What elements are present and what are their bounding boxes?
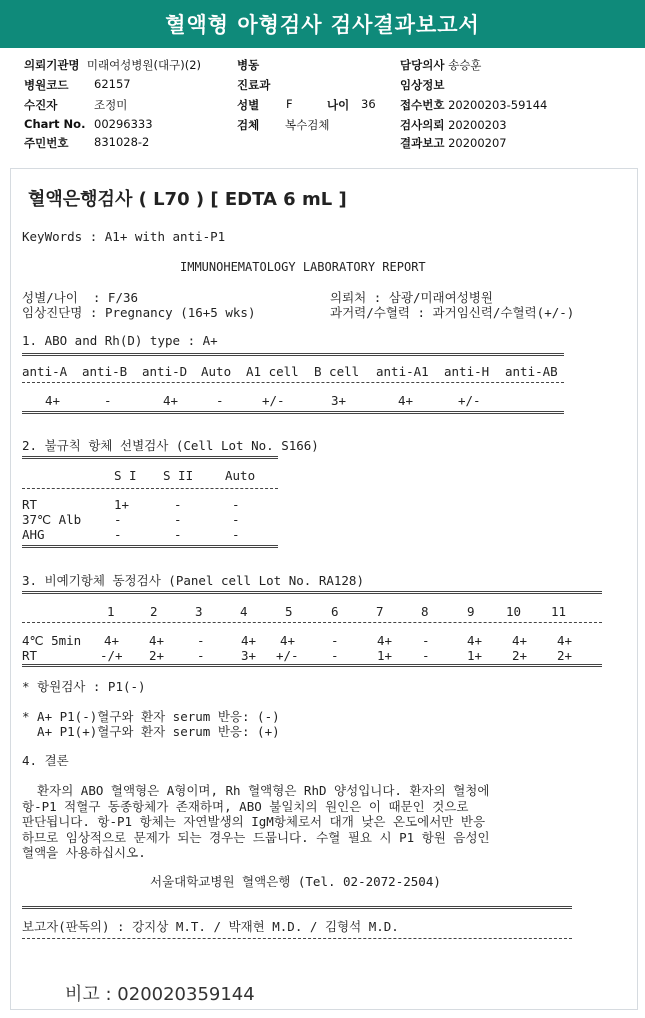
panel-result-cell: - (197, 648, 205, 663)
screen-result-cell: - (114, 527, 122, 542)
panel-column-header: 6 (331, 604, 339, 619)
abo-column-header: anti-AB (505, 364, 558, 379)
conclusion-line: 환자의 ABO 혈액형은 A형이며, Rh 혈액형은 RhD 양성입니다. 환자의 혈청에 (22, 783, 490, 798)
reception-row (400, 97, 547, 113)
panel-column-header: 7 (376, 604, 384, 619)
clinical-label: 임상정보 (400, 78, 445, 92)
panel-row-label: RT (22, 648, 38, 663)
panel-column-header: 3 (195, 604, 203, 619)
dept-label: 진료과 (237, 78, 271, 92)
diagnosis-line: 임상진단명 : Pregnancy (16+5 wks) (22, 305, 256, 320)
report-date-value: 20200207 (448, 136, 507, 150)
keywords: KeyWords : A1+ with anti-P1 (22, 229, 226, 244)
abo-result-cell: +/- (262, 393, 285, 408)
screen-result-cell: - (232, 497, 240, 512)
lab-report-title: IMMUNOHEMATOLOGY LABORATORY REPORT (180, 260, 426, 274)
section1-heading: 1. ABO and Rh(D) type : A+ (22, 333, 218, 348)
abo-column-header: B cell (314, 364, 360, 379)
request-value: 20200203 (448, 118, 507, 132)
rrn-row (24, 135, 150, 151)
conclusion-line: 하므로 임상적으로 문제가 되는 경우는 드뭅니다. 수혈 필요 시 P1 항원 음성인 (22, 829, 490, 845)
doctor-label: 담당의사 (400, 58, 445, 72)
abo-column-header: A1 cell (246, 364, 299, 379)
screen-result-cell: - (174, 497, 182, 512)
specimen-label: 검체 (237, 118, 260, 132)
abo-result-cell: 4+ (45, 393, 61, 408)
screen-column-header: S II (163, 468, 194, 483)
specimen-row (237, 117, 330, 133)
history-line: 과거력/수혈력 : 과거임신력/수혈력(+/-) (330, 305, 575, 320)
panel-result-cell: 4+ (241, 633, 257, 648)
reception-label: 접수번호 (400, 98, 445, 112)
screen-result-cell: 1+ (114, 497, 130, 512)
panel-result-cell: - (331, 633, 339, 648)
reception-value: 20200203-59144 (448, 98, 548, 112)
abo-result-cell: 4+ (398, 393, 414, 408)
doctor-value: 송승훈 (448, 58, 482, 72)
screen-column-header: S I (114, 468, 137, 483)
sex-age-row (237, 97, 376, 113)
recipient-value: 조정미 (94, 98, 128, 112)
panel-result-cell: 4+ (377, 633, 393, 648)
ward-row (237, 57, 259, 73)
panel-column-header: 10 (506, 604, 522, 619)
abo-result-cell: - (104, 393, 112, 408)
specimen-value: 복수검체 (285, 118, 330, 132)
doctor-row (400, 57, 481, 73)
recipient-label: 수진자 (24, 98, 58, 112)
screen-result-cell: - (232, 512, 240, 527)
panel-result-cell: 4+ (512, 633, 528, 648)
age-value: 36 (361, 97, 376, 111)
screen-row-label: AHG (22, 527, 45, 542)
sex-age-line: 성별/나이 : F/36 (22, 290, 139, 305)
panel-result-cell: 4+ (280, 633, 296, 648)
panel-column-header: 9 (467, 604, 475, 619)
request-row (400, 117, 507, 133)
section3-heading: 3. 비예기항체 동정검사 (Panel cell Lot No. RA128) (22, 573, 364, 588)
screen-result-cell: - (174, 527, 182, 542)
chart-row (24, 117, 153, 131)
remarks-note: 비고 : 020020359144 (65, 984, 255, 1005)
panel-result-cell: 4+ (149, 633, 165, 648)
reaction-line-2: A+ P1(+)혈구와 환자 serum 반응: (+) (22, 724, 280, 739)
panel-result-cell: 4+ (557, 633, 573, 648)
chart-value: 00296333 (94, 117, 153, 131)
abo-column-header: anti-H (444, 364, 490, 379)
panel-result-cell: 1+ (377, 648, 393, 663)
divider (22, 488, 278, 489)
panel-result-cell: - (331, 648, 339, 663)
panel-column-header: 1 (107, 604, 115, 619)
report-date-label: 결과보고 (400, 136, 445, 150)
divider (22, 353, 564, 363)
abo-result-cell: +/- (458, 393, 481, 408)
institution-label: 의뢰기관명 (24, 58, 80, 72)
abo-result-cell: - (216, 393, 224, 408)
recipient-row (24, 97, 128, 113)
sex-label: 성별 (237, 98, 260, 112)
panel-result-cell: 4+ (467, 633, 483, 648)
referrer-line: 의뢰처 : 삼광/미래여성병원 (330, 290, 493, 305)
abo-column-header: Auto (201, 364, 232, 379)
conclusion-line: 혈액을 사용하십시오. (22, 845, 146, 860)
request-label: 검사의뢰 (400, 118, 445, 132)
reporter-line: 보고자(판독의) : 강지상 M.T. / 박재현 M.D. / 김형석 M.D. (22, 919, 399, 934)
hospital-signature: 서울대학교병원 혈액은행 (Tel. 02-2072-2504) (150, 874, 441, 889)
sex-value: F (286, 97, 293, 111)
panel-result-cell: -/+ (100, 648, 123, 663)
panel-result-cell: +/- (276, 648, 299, 663)
dept-row (237, 77, 270, 93)
reaction-line-1: * A+ P1(-)혈구와 환자 serum 반응: (-) (22, 709, 280, 724)
chart-label: Chart No. (24, 117, 86, 131)
section4-heading: 4. 결론 (22, 753, 69, 768)
test-title: 혈액은행검사 ( L70 ) [ EDTA 6 mL ] (28, 189, 347, 210)
ward-label: 병동 (237, 58, 260, 72)
screen-result-cell: - (174, 512, 182, 527)
abo-result-cell: 4+ (163, 393, 179, 408)
divider (22, 906, 572, 916)
screen-result-cell: - (114, 512, 122, 527)
divider (22, 456, 278, 466)
panel-result-cell: - (197, 633, 205, 648)
conclusion-line: 판단됩니다. 항-P1 항체는 자연발생의 IgM항체로서 대개 낮은 온도에서만 반응 (22, 814, 486, 829)
hospital-code-value: 62157 (94, 77, 131, 91)
abo-column-header: anti-A (22, 364, 68, 379)
report-date-row (400, 135, 507, 151)
panel-result-cell: 3+ (241, 648, 257, 663)
panel-result-cell: 1+ (467, 648, 483, 663)
abo-column-header: anti-B (82, 364, 128, 379)
divider (22, 411, 564, 421)
panel-result-cell: - (422, 648, 430, 663)
panel-result-cell: 2+ (149, 648, 165, 663)
antigen-test: * 항원검사 : P1(-) (22, 679, 146, 694)
institution-row (24, 57, 201, 73)
abo-column-header: anti-D (142, 364, 188, 379)
hospital-code-label: 병원코드 (24, 78, 69, 92)
panel-result-cell: 4+ (104, 633, 120, 648)
hospital-code-row (24, 77, 131, 93)
section2-heading: 2. 불규칙 항체 선별검사 (Cell Lot No. S166) (22, 438, 319, 453)
screen-row-label: RT (22, 497, 38, 512)
clinical-row (400, 77, 444, 93)
institution-value: 미래여성병원(대구)(2) (86, 58, 201, 72)
divider (22, 382, 564, 383)
panel-result-cell: 2+ (557, 648, 573, 663)
panel-row-label: 4℃ 5min (22, 633, 82, 648)
panel-column-header: 2 (150, 604, 158, 619)
divider (22, 664, 602, 674)
abo-column-header: anti-A1 (376, 364, 429, 379)
rrn-value: 831028-2 (94, 135, 150, 149)
panel-column-header: 5 (285, 604, 293, 619)
divider (22, 938, 572, 939)
panel-column-header: 8 (421, 604, 429, 619)
screen-row-label: 37℃ Alb (22, 512, 82, 527)
conclusion-line: 항-P1 적혈구 동종항체가 존재하며, ABO 불일치의 원인은 이 때문인 것으로 (22, 798, 469, 814)
divider (22, 591, 602, 601)
panel-column-header: 11 (551, 604, 567, 619)
divider (22, 622, 602, 623)
panel-column-header: 4 (240, 604, 248, 619)
screen-column-header: Auto (225, 468, 256, 483)
panel-result-cell: - (422, 633, 430, 648)
screen-result-cell: - (232, 527, 240, 542)
report-title-banner: 혈액형 아형검사 검사결과보고서 (0, 0, 645, 48)
panel-result-cell: 2+ (512, 648, 528, 663)
rrn-label: 주민번호 (24, 136, 69, 150)
abo-result-cell: 3+ (331, 393, 347, 408)
divider (22, 545, 278, 555)
age-label: 나이 (327, 98, 350, 112)
